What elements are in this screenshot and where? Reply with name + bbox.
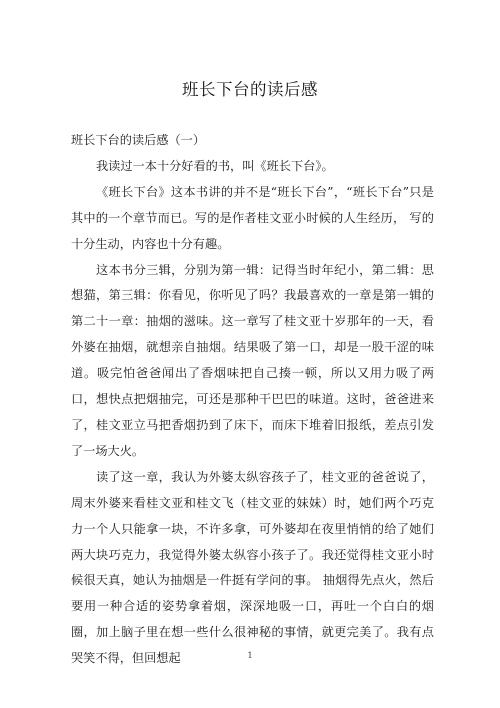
paragraph-1: 我读过一本十分好看的书，叫《班长下台》。: [96, 158, 334, 173]
document-title: 班长下台的读后感: [182, 80, 318, 99]
paragraph-2: 《班长下台》这本书讲的并不是“班长下台”，“班长下台”只是其中的一个章节而已。写的是作者桂文亚小时候的人生经历， 写的十分生动，内容也十分有趣。: [71, 184, 434, 251]
document-body: [71, 128, 434, 672]
page-number: 1: [247, 651, 253, 660]
section-heading: 班长下台的读后感（一）: [71, 133, 206, 147]
paragraph-3: 这本书分三辑，分别为第一辑：记得当时年纪小，第二辑：思想猫，第三辑：你看见，你听见了吗？我最喜欢的一章是第一辑的第二十一章：抽烟的滋味。这一章写了桂文亚十岁那年的一天，看外婆在抽烟，就想亲自抽烟。结果吸了第一口，却是一股干涩的味道。吸完怕爸爸闻出了香烟味把自己揍一顿，所以又用力吸了两口，想快点把烟抽完，可还是那种干巴巴的味道。这时，爸爸进来了，桂文亚立马把香烟扔到了床下，而床下堆着旧报纸，差点引发了一场大火。: [71, 262, 434, 458]
paragraph-4: 读了这一章，我认为外婆太纵容孩子了，桂文亚的爸爸说了，周末外婆来看桂文亚和桂文飞（桂文亚的妹妹）时，她们两个巧克力一个人只能拿一块，不许多拿，可外婆却在夜里悄悄的给了她们两大块巧克力，我觉得外婆太纵容小孩子了。我还觉得桂文亚小时候很天真，她认为抽烟是一件挺有学问的事。 抽烟得先点火，然后要用一种合适的姿势拿着烟，深深地吸一口，再吐一个白白的烟圈，加上脑子里在想一些什么很神秘的事情，就更完美了。我有点哭笑不得，但回想起: [71, 469, 434, 666]
